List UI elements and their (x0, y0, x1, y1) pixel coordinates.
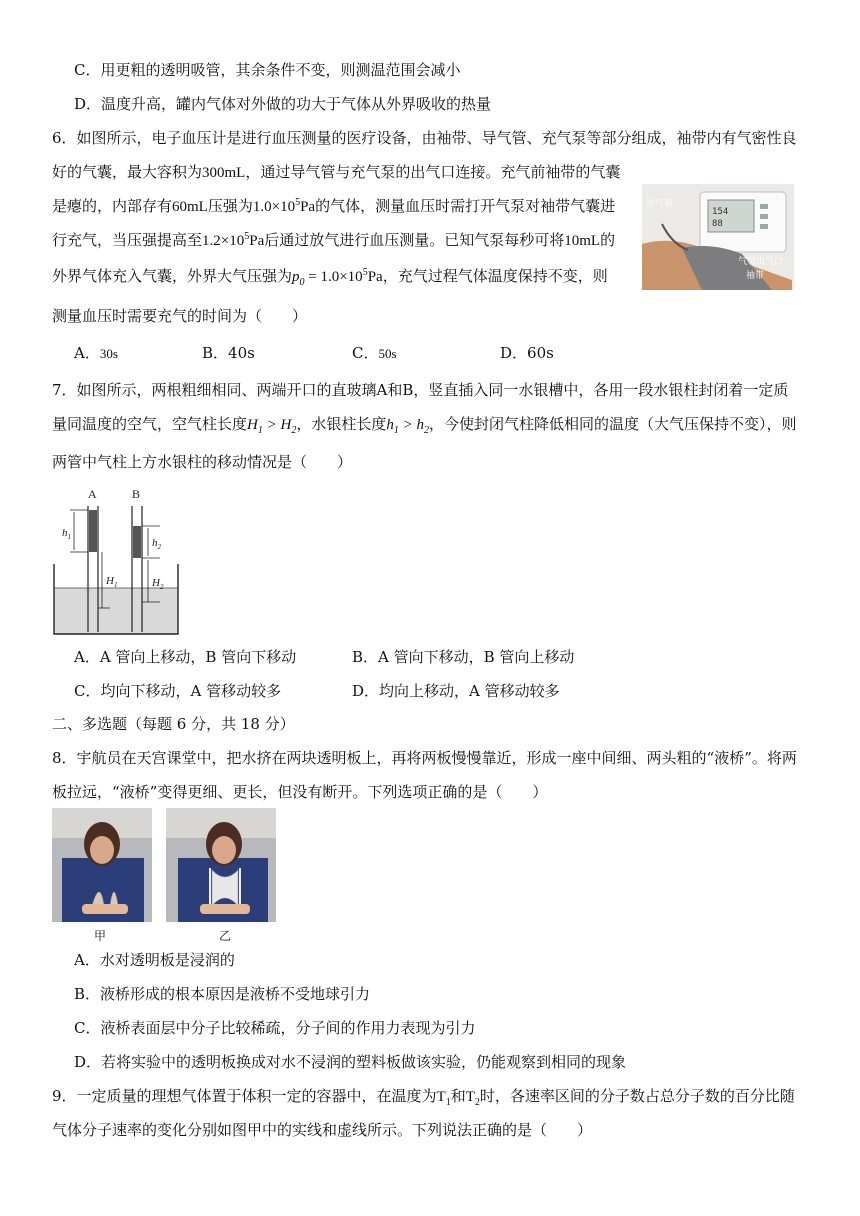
q9-text: 9．一定质量的理想气体置于体积一定的容器中，在温度为 (52, 1087, 437, 1105)
mercury-tubes-figure (52, 480, 182, 636)
q6-option-a-value: 30s (99, 346, 118, 361)
q6-option-b-value: 40s (228, 344, 255, 362)
q7-text: 量同温度的空气，空气柱长度 (52, 415, 248, 433)
q6-target-pressure: $1.2\times 10^5Pa$ (202, 231, 265, 249)
q6-text: 后通过放气进行血压测量。已知气泵每秒可将 (264, 231, 565, 249)
q6-initial-pressure: $1.0\times 10^5Pa$ (252, 197, 316, 215)
q6-text: 的 (600, 231, 616, 249)
q6-option-b-label: B． (202, 344, 229, 362)
svg-text:154: 154 (712, 207, 729, 217)
q6-text: ，通过导气管与充气泵的出气口连接。充气前袖带的气囊 (245, 163, 621, 181)
q8-stem-line2: 板拉远，“液桥”变得更细、更长，但没有断开。下列选项正确的是（ ） (52, 783, 548, 801)
svg-text:h2: $h_2$ (152, 537, 161, 551)
q7-option-a: A．A 管向上移动，B 管向下移动 (74, 648, 297, 666)
section-heading-multiple-choice: 二、多选题（每题 6 分，共 18 分） (52, 715, 295, 733)
q9-text: 时，各速率区间的分子数占总分子数的百分比随 (479, 1087, 795, 1105)
q6-text: 行充气，当压强提高至 (52, 231, 203, 249)
q6-stem-line3 (52, 196, 615, 217)
q8-option-d: D．若将实验中的透明板换成对水不浸润的塑料板做该实验，仍能观察到相同的现象 (74, 1053, 627, 1071)
q5-option-c: C．用更粗的透明吸管，其余条件不变，则测温范围会减小 (74, 61, 461, 79)
q6-option-c-label: C． (352, 344, 379, 362)
q9-text: 和 (450, 1087, 466, 1105)
q6-text: 压强为 (207, 197, 253, 215)
q7-option-b: B．A 管向下移动，B 管向上移动 (352, 648, 575, 666)
liquid-bridge-photo-b (166, 808, 278, 924)
q6-option-c-value: 50s (378, 346, 397, 361)
q9-temperature-t1: $T_1$ (436, 1089, 451, 1108)
q9-stem-line2: 气体分子速率的变化分别如图甲中的实线和虚线所示。下列说法正确的是（ ） (52, 1121, 593, 1139)
q6-option-b (202, 342, 255, 363)
tube-a-label: A (88, 487, 97, 501)
q9-temperature-t2: $T_2$ (465, 1089, 480, 1108)
q6-initial-volume: 60mL (172, 199, 208, 215)
q6-stem-line4 (52, 230, 615, 251)
q6-stem-line6: 测量血压时需要充气的时间为（ ） (52, 307, 308, 325)
q6-option-c (352, 342, 397, 363)
q6-stem-line2 (52, 162, 620, 183)
q7-mercury-column-relation: $h_1 > h_2$ (386, 417, 429, 436)
q5-option-d: D．温度升高，罐内气体对外做的功大于气体从外界吸收的热量 (74, 95, 492, 113)
q6-text: 的气体，测量血压时需打开气泵对袖带气囊进 (315, 197, 616, 215)
photo-b-caption: 乙 (219, 929, 232, 943)
q6-atm-pressure-value: = $1.0\times 10^5Pa$ (304, 267, 383, 285)
q6-atm-pressure: $p_0$ (292, 269, 305, 288)
q7-stem-line1: 7．如图所示，两根粗细相同、两端开口的直玻璃A和B，竖直插入同一水银槽中，各用一段水银柱封闭着一定质 (52, 381, 789, 399)
q6-text: ，充气过程气体温度保持不变，则 (382, 267, 608, 285)
q7-option-d: D．均向上移动，A 管移动较多 (352, 682, 560, 700)
q6-pump-rate: 10mL (564, 233, 601, 249)
q6-stem-line1: 6．如图所示，电子血压计是进行血压测量的医疗设备，由袖带、导气管、充气泵等部分组成，袖带内有气密性良 (52, 129, 797, 147)
liquid-bridge-photo-a (52, 808, 154, 924)
q8-option-c: C．液桥表面层中分子比较稀疏，分子间的作用力表现为引力 (74, 1019, 476, 1037)
q9-stem-line1 (52, 1086, 795, 1107)
svg-text:88: 88 (712, 219, 723, 229)
q6-option-d-value: 60s (527, 344, 554, 362)
tube-b-label: B (132, 487, 141, 501)
q7-air-column-relation: $H_1 > H_2$ (247, 417, 297, 436)
q6-option-d-label: D． (500, 344, 528, 362)
svg-text:H1: $H_1$ (106, 575, 118, 589)
q6-text: 好的气囊，最大容积为 (52, 163, 203, 181)
label-air-tube: 导气管 (646, 199, 674, 209)
q7-stem-line3: 两管中气柱上方水银柱的移动情况是（ ） (52, 453, 353, 471)
q8-stem-line1: 8．宇航员在天宫课堂中，把水挤在两块透明板上，再将两板慢慢靠近，形成一座中间细、两头粗的“液桥”。将两 (52, 749, 797, 767)
q7-text: ，水银柱长度 (296, 415, 387, 433)
q6-text: 外界气体充入气囊，外界大气压强为 (52, 267, 293, 285)
label-cuff: 袖带 (746, 271, 765, 281)
photo-a-caption: 甲 (94, 929, 107, 943)
q6-option-a-label: A． (74, 344, 100, 362)
q6-option-a (74, 342, 118, 363)
q6-option-d (500, 342, 554, 363)
q6-text: 是瘪的，内部存有 (52, 197, 173, 215)
svg-text:H2: $H_2$ (152, 577, 164, 591)
label-pump-outlet: 气泵出气口 (738, 257, 784, 267)
q7-stem-line2 (52, 414, 796, 435)
blood-pressure-monitor-figure (642, 184, 794, 290)
q8-option-b: B．液桥形成的根本原因是液桥不受地球引力 (74, 985, 371, 1003)
q6-max-volume: 300mL (202, 165, 246, 181)
q6-stem-line5 (52, 266, 608, 287)
svg-text:h1: $h_1$ (62, 527, 71, 541)
q7-option-c: C．均向下移动，A 管移动较多 (74, 682, 282, 700)
q8-option-a: A．水对透明板是浸润的 (74, 951, 235, 969)
q7-text: ，今使封闭气柱降低相同的温度（大气压保持不变），则 (428, 415, 797, 433)
